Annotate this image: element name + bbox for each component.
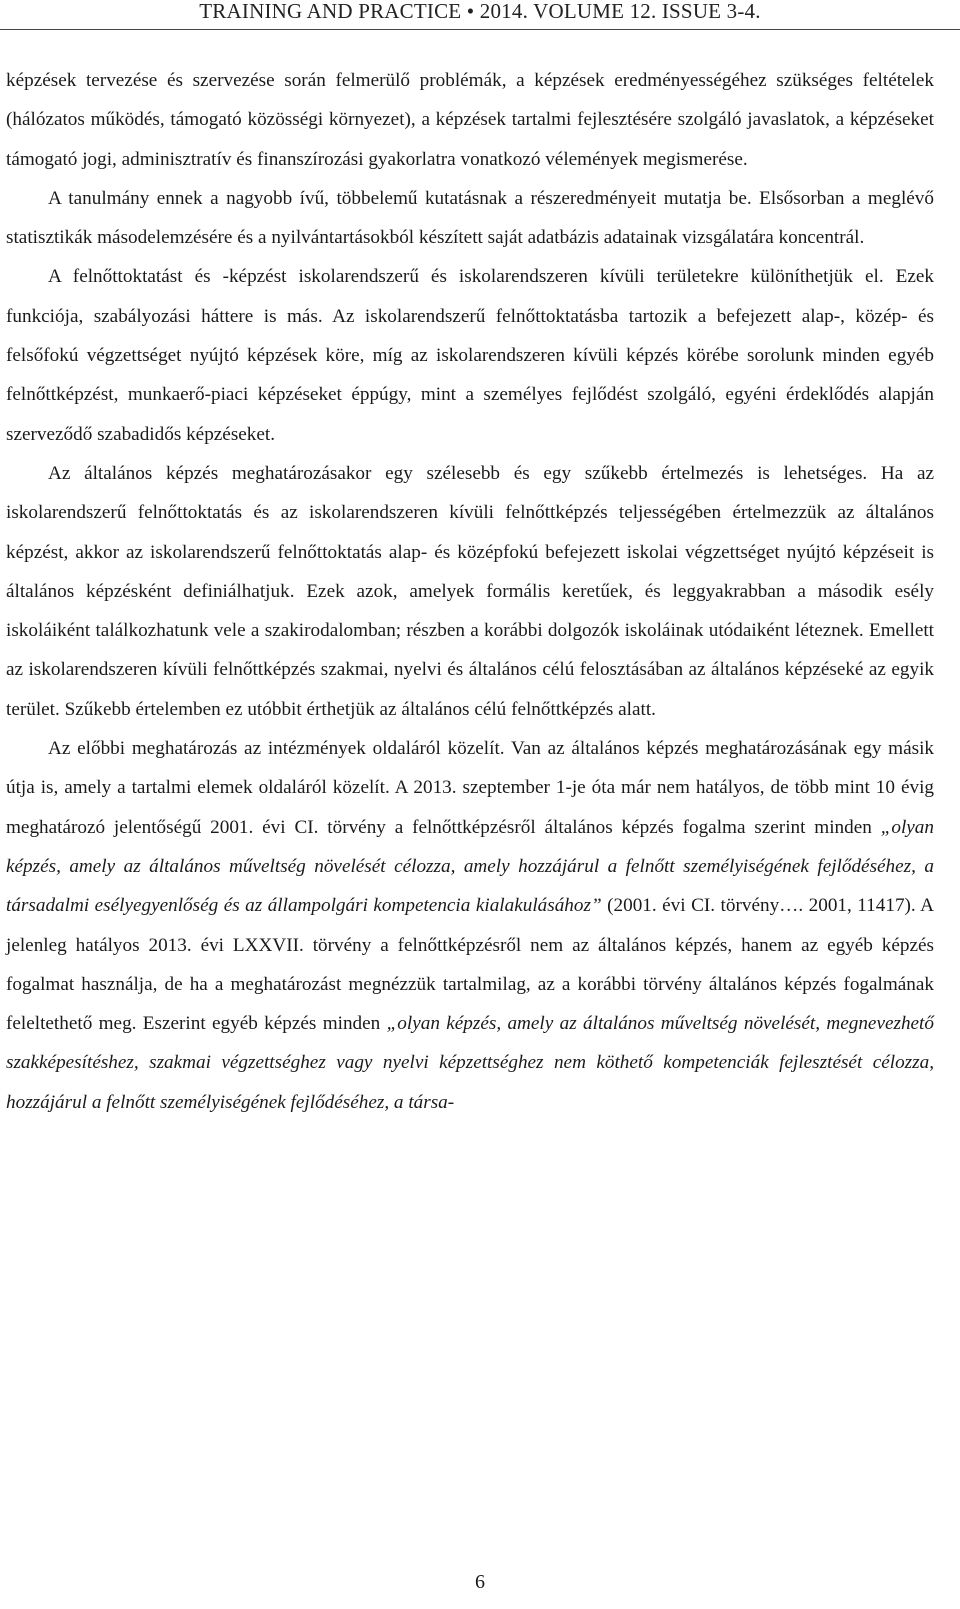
paragraph-3: A felnőttoktatást és -képzést iskolarendszerű és iskolarendszeren kívüli területekre különíthetjük el. Ezek funkciója, szabályozási háttere is más. Az iskolarendszerű felnőttoktatásba tartozik a befejezett alap-, közép- és felsőfokú végzettséget nyújtó képzések köre, míg az iskolarendszeren kívüli képzés körébe sorolunk minden egyéb felnőttképzést, munkaerő-piaci képzéseket éppúgy, mint a személyes fejlődést szolgáló, egyéni érdeklődés alapján szerveződő szabadidős képzéseket.	[6, 266, 934, 445]
body-text	[6, 61, 934, 1122]
page-number: 6	[475, 1571, 485, 1593]
header-rule	[0, 29, 960, 30]
paragraph-5-text-a: Az előbbi meghatározás az intézmények oldaláról közelít. Van az általános képzés meghatározásának egy másik útja is, amely a tartalmi elemek oldaláról közelít. A 2013. szeptember 1-je óta már nem hatályos, de több mint 10 évig meghatározó jelentőségű 2001. évi CI. törvény a felnőttképzésről általános képzés fogalma szerint minden	[6, 738, 934, 838]
paragraph-1: képzések tervezése és szervezése során felmerülő problémák, a képzések eredményességéhez szükséges feltételek (hálózatos működés, támogató közösségi környezet), a képzések tartalmi fejlesztésére szolgáló javaslatok, a képzéseket támogató jogi, adminisztratív és finanszírozási gyakorlatra vonatkozó vélemények megismerése.	[6, 70, 934, 170]
law-quote-2: „olyan képzés, amely az általános műveltség növelését, megnevezhető szakképesítéshez, szakmai végzettséghez vagy nyelvi képzettséghez nem köthető kompetenciák fejlesztését célozza, hozzájárul a felnőtt személyiségének fejlődéséhez, a társa-	[6, 1013, 934, 1113]
running-header: TRAINING AND PRACTICE • 2014. VOLUME 12. ISSUE 3-4.	[199, 0, 761, 23]
paragraph-5-text-b: (2001. évi CI. törvény…. 2001, 11417). A jelenleg hatályos 2013. évi LXXVII. törvény a felnőttképzésről nem az általános képzés, hanem az egyéb képzés fogalmat használja, de ha a meghatározást megnézzük tartalmilag, az a korábbi törvény általános képzés fogalmának feleltethető meg. Eszerint egyéb képzés minden	[6, 895, 935, 1035]
paragraph-2: A tanulmány ennek a nagyobb ívű, többelemű kutatásnak a részeredményeit mutatja be. Elsősorban a meglévő statisztikák másodelemzésére és a nyilvántartásokból készített saját adatbázis adatainak vizsgálatára koncentrál.	[6, 187, 934, 249]
paragraph-4: Az általános képzés meghatározásakor egy szélesebb és egy szűkebb értelmezés is lehetséges. Ha az iskolarendszerű felnőttoktatás és az iskolarendszeren kívüli felnőttképzés teljességében értelmezzük az általános képzést, akkor az iskolarendszerű felnőttoktatás alap- és középfokú befejezett iskolai végzettséget nyújtó képzéseit is általános képzésként definiálhatjuk. Ezek azok, amelyek formális keretűek, és leggyakrabban a második esély iskoláiként találkozhatunk vele a szakirodalomban; részben a korábbi dolgozók iskoláinak utódaiként léteznek. Emellett az iskolarendszeren kívüli felnőttképzés szakmai, nyelvi és általános célú felosztásában az általános képzéseké az egyik terület. Szűkebb értelemben ez utóbbit érthetjük az általános célú felnőttképzés alatt.	[6, 462, 934, 720]
paragraph-5	[6, 729, 934, 1122]
law-quote-1: „olyan képzés, amely az általános műveltség növelését célozza, amely hozzájárul a felnőtt személyiségének fejlődéséhez, a társadalmi esélyegyenlőség és az állampolgári kompetencia kialakulásához”	[6, 816, 934, 917]
